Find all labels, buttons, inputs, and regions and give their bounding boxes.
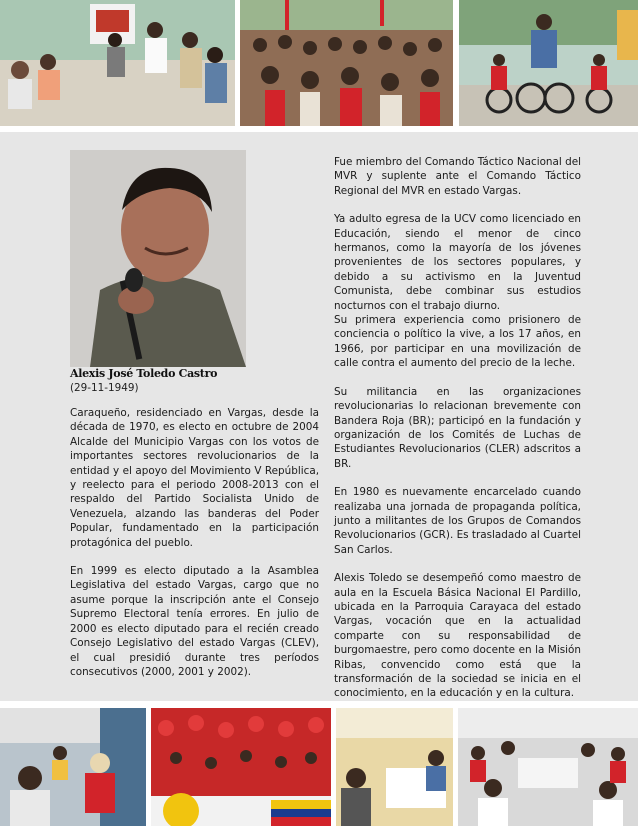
photo-crowd-assembly [240,0,453,126]
birth-date: (29-11-1949) [70,382,139,394]
paragraph: En 1999 es electo diputado a la Asamblea Legislativa del estado Vargas, cargo que no asume porque la inscripción ante el Consejo Supremo Electoral tenía errores. En julio de 2000 es electo diputado para el recién creado Consejo Legislativo del estado Vargas (CLEV), el cual presidió durante tres períodos consecutivos (2000, 2001 y 2002). [70,565,319,678]
photo-red-rally [151,708,331,826]
paragraph: Su primera experiencia como prisionero de conciencia o político la vive, a los 17 años, en 1966, por participar en una movilización de calle contra el aumento del precio de la leche. [334,314,581,370]
text-column-right [334,155,581,701]
photo-community-meeting [458,708,638,826]
photo-meeting-room [0,0,235,126]
paragraph: Caraqueño, residenciado en Vargas, desde la década de 1970, es electo en octubre de 2004 Alcalde del Municipio Vargas con los votos de importantes sectores revolucionarios de la entidad y el apoyo del Movimiento V República, y reelecto para el periodo 2008-2013 con el respaldo del Partido Socialista Unido de Venezuela, alzando las banderas del Poder Popular, fundamentado en la participación protagónica del pueblo. [70,407,319,549]
text-column-left [70,406,319,679]
paragraph: Fue miembro del Comando Táctico Nacional del MVR y suplente ante el Comando Táctico Regional del MVR en estado Vargas. [334,156,581,197]
photo-cycling-event [459,0,638,126]
paragraph: En 1980 es nuevamente encarcelado cuando realizaba una jornada de propaganda política, junto a militantes de los Grupos de Comandos Revolucionarios (GCR). Es trasladado al Cuartel San Carlos. [334,486,581,556]
paragraph: Alexis Toledo se desempeñó como maestro de aula en la Escuela Básica Nacional El Pardillo, ubicada en la Parroquia Carayaca del estado Vargas, vocación que en la actualidad comparte con su responsabilidad de burgomaestre, pero como docente en la Misión Ribas, convencido como está que la transformación de la sociedad se inicia en el conocimiento, en la educación y en la cultura. [334,572,581,700]
person-name: Alexis José Toledo Castro [70,367,218,380]
paragraph: Ya adulto egresa de la UCV como licenciado en Educación, siendo el menor de cinco hermanos, como la mayoría de los jóvenes provenientes de los sectores populares, y debido a su activismo en la Juventud Comunista, debe combinar sus estudios nocturnos con el trabajo diurno. [334,213,581,312]
portrait-photo [70,150,246,367]
photo-workshop [336,708,453,826]
paragraph: Su militancia en las organizaciones revolucionarias lo relacionan brevemente con Bandera Roja (BR); participó en la fundación y organización de los Comités de Luchas de Estudiantes Revolucionarios (CLER) adscritos a BR. [334,385,581,470]
photo-classroom [0,708,146,826]
